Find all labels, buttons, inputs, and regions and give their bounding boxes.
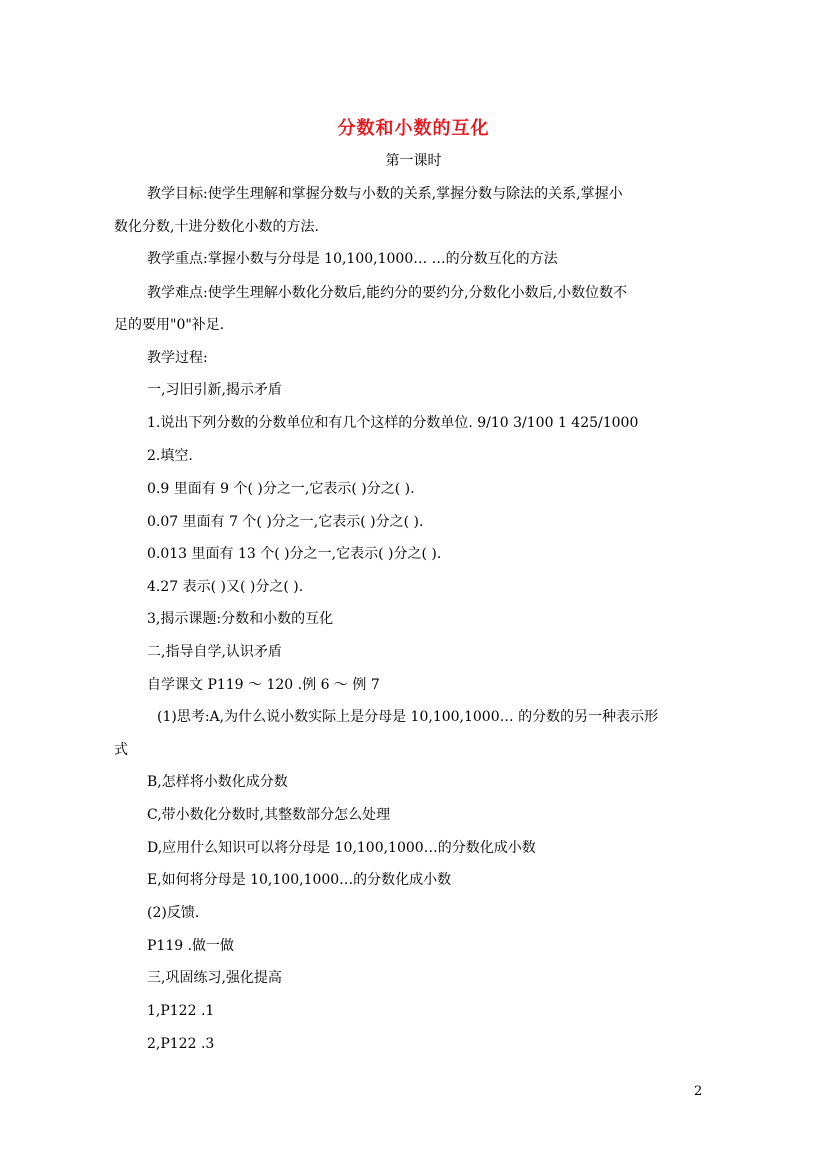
paragraph-line: 数化分数,十进分数化小数的方法. [114,219,319,235]
paragraph-line: 教学过程: [147,350,208,366]
paragraph-line: 1.说出下列分数的分数单位和有几个这样的分数单位. 9/10 3/100 1 425/1000 [147,415,639,431]
paragraph-line: 教学重点:掌握小数与分母是 10,100,1000… …的分数互化的方法 [147,251,558,267]
paragraph-line: 0.9 里面有 9 个( )分之一,它表示( )分之( ). [147,481,415,497]
paragraph-line: 0.013 里面有 13 个( )分之一,它表示( )分之( ). [147,546,442,562]
paragraph-line: 4.27 表示( )又( )分之( ). [147,579,304,595]
paragraph-line: 一,习旧引新,揭示矛盾 [147,382,282,398]
paragraph-line: (2)反馈. [147,905,200,921]
paragraph-line: E,如何将分母是 10,100,1000…的分数化成小数 [147,872,452,888]
paragraph-line: (1)思考:A,为什么说小数实际上是分母是 10,100,1000… 的分数的另一种表示形 [157,709,659,725]
paragraph-line: 2,P122 .3 [147,1036,215,1052]
paragraph-line: 三,巩固练习,强化提高 [147,970,282,986]
paragraph-line: D,应用什么知识可以将分母是 10,100,1000…的分数化成小数 [147,840,536,856]
paragraph-line: B,怎样将小数化成分数 [147,774,288,790]
paragraph-line: 二,指导自学,认识矛盾 [147,644,282,660]
paragraph-line: P119 .做一做 [147,938,235,954]
document-subtitle: 第一课时 [385,153,442,169]
paragraph-line: 1,P122 .1 [147,1003,215,1019]
paragraph-line: 自学课文 P119 ～ 120 .例 6 ～ 例 7 [147,677,380,693]
paragraph-line: 3,揭示课题:分数和小数的互化 [147,611,334,627]
paragraph-line: 0.07 里面有 7 个( )分之一,它表示( )分之( ). [147,514,424,530]
document-title: 分数和小数的互化 [337,118,490,139]
paragraph-line: 足的要用"0"补足. [114,317,225,333]
paragraph-line: 式 [114,742,128,758]
page-number: 2 [694,1084,703,1099]
paragraph-line: 2.填空. [147,448,193,464]
paragraph-line: C,带小数化分数时,其整数部分怎么处理 [147,807,391,823]
paragraph-line: 教学难点:使学生理解小数化分数后,能约分的要约分,分数化小数后,小数位数不 [147,285,628,301]
paragraph-line: 教学目标:使学生理解和掌握分数与小数的关系,掌握分数与除法的关系,掌握小 [147,186,623,202]
